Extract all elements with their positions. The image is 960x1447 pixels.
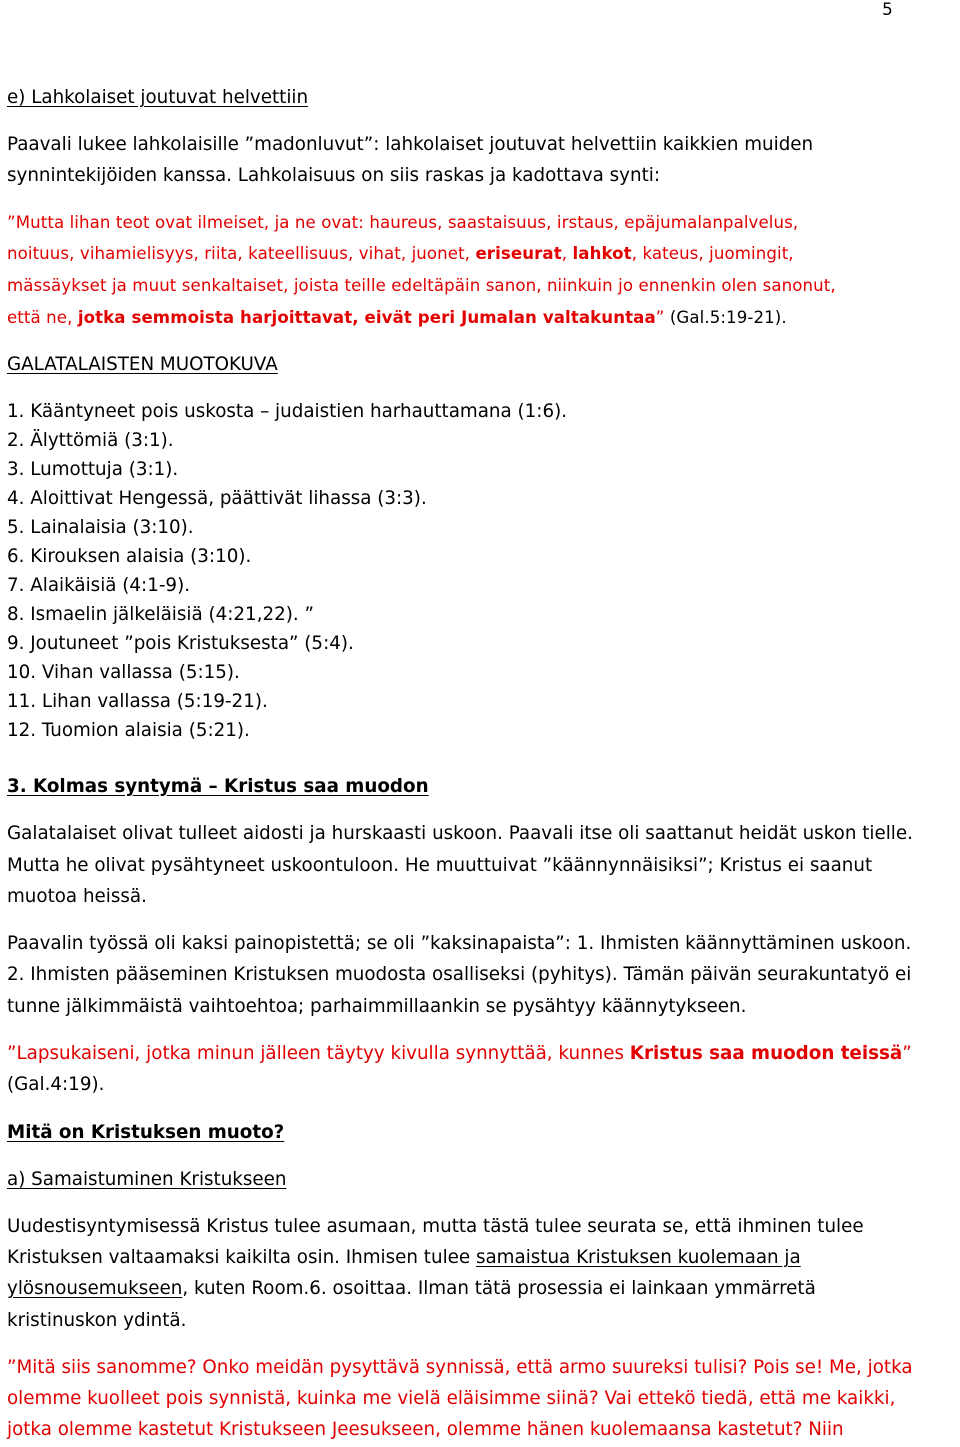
- citation: (Gal.5:19-21).: [664, 308, 787, 327]
- quote-text: , kateus, juomingit,: [631, 244, 794, 263]
- portrait-heading: GALATALAISTEN MUOTOKUVA: [7, 354, 278, 375]
- quote-bold-text: Kristus saa muodon teissä: [629, 1043, 903, 1064]
- question-heading: Mitä on Kristuksen muoto?: [7, 1122, 285, 1143]
- citation: (Gal.4:19).: [7, 1074, 105, 1095]
- quote-line: mässäykset ja muut senkaltaiset, joista teille edeltäpäin sanon, niinkuin jo ennenkin olen sanonut,: [7, 276, 836, 295]
- list-item: 6. Kirouksen alaisia (3:10).: [7, 546, 252, 567]
- section-3-heading: 3. Kolmas syntymä – Kristus saa muodon: [7, 776, 429, 797]
- list-item: 7. Alaikäisiä (4:1-9).: [7, 575, 191, 596]
- paragraph-text: Kristuksen valtaamaksi kaikilta osin. Ihmisen tulee: [7, 1247, 476, 1268]
- quote-text: ”: [655, 308, 665, 327]
- section-e-heading: e) Lahkolaiset joutuvat helvettiin: [7, 87, 309, 108]
- paragraph-line: synnintekijöiden kanssa. Lahkolaisuus on siis raskas ja kadottava synti:: [7, 165, 660, 186]
- quote-text: ”: [902, 1043, 912, 1064]
- paragraph-text: , kuten Room.6. osoittaa. Ilman tätä prosessia ei lainkaan ymmärretä: [182, 1278, 816, 1299]
- paragraph-line: [7, 1277, 816, 1301]
- quote-bold-text: eriseurat: [475, 244, 562, 263]
- paragraph-line: Galatalaiset olivat tulleet aidosti ja hurskaasti uskoon. Paavali itse oli saattanut heidät uskon tielle.: [7, 823, 913, 844]
- quote-text: ”Lapsukaiseni, jotka minun jälleen täytyy kivulla synnyttää, kunnes: [7, 1043, 630, 1064]
- quote-text: että ne,: [7, 308, 78, 327]
- paragraph-line: Paavalin työssä oli kaksi painopistettä; se oli ”kaksinapaista”: 1. Ihmisten käännyttäminen uskoon.: [7, 933, 912, 954]
- list-item: 12. Tuomion alaisia (5:21).: [7, 720, 250, 741]
- paragraph-line: muotoa heissä.: [7, 886, 147, 907]
- list-item: 3. Lumottuja (3:1).: [7, 459, 179, 480]
- section-a-heading: a) Samaistuminen Kristukseen: [7, 1169, 287, 1190]
- paragraph-line: Uudestisyntymisessä Kristus tulee asumaan, mutta tästä tulee seurata se, että ihminen tulee: [7, 1216, 864, 1237]
- quote-bold-text: lahkot: [572, 244, 632, 263]
- paragraph-line: Mutta he olivat pysähtyneet uskoontuloon. He muuttuivat ”käännynnäisiksi”; Kristus ei saanut: [7, 855, 873, 876]
- quote-line: olemme kuolleet pois synnistä, kuinka me vielä eläisimme siinä? Vai ettekö tiedä, että me kaikki,: [7, 1388, 896, 1409]
- list-item: 11. Lihan vallassa (5:19-21).: [7, 691, 268, 712]
- quote-bold-text: jotka semmoista harjoittavat, eivät peri Jumalan valtakuntaa: [77, 308, 656, 327]
- quote-line: [7, 1042, 912, 1066]
- paragraph-line: Paavali lukee lahkolaisille ”madonluvut”: lahkolaiset joutuvat helvettiin kaikkien muiden: [7, 134, 814, 155]
- quote-text: ,: [561, 244, 573, 263]
- paragraph-line: [7, 1246, 801, 1270]
- underlined-text: samaistua Kristuksen kuolemaan ja: [475, 1247, 801, 1268]
- paragraph-line: 2. Ihmisten pääseminen Kristuksen muodosta osalliseksi (pyhitys). Tämän päivän seurakuntatyö ei: [7, 964, 912, 985]
- paragraph-line: kristinuskon ydintä.: [7, 1310, 187, 1331]
- quote-line: [7, 306, 787, 330]
- list-item: 4. Aloittivat Hengessä, päättivät lihassa (3:3).: [7, 488, 427, 509]
- quote-text: noituus, vihamielisyys, riita, kateellisuus, vihat, juonet,: [7, 244, 476, 263]
- list-item: 2. Älyttömiä (3:1).: [7, 430, 174, 451]
- page-number: 5: [882, 0, 893, 20]
- quote-line: ”Mutta lihan teot ovat ilmeiset, ja ne ovat: haureus, saastaisuus, irstaus, epäjumalanpalvelus,: [7, 213, 799, 232]
- list-item: 8. Ismaelin jälkeläisiä (4:21,22). ”: [7, 604, 314, 625]
- list-item: 5. Lainalaisia (3:10).: [7, 517, 194, 538]
- quote-line: ”Mitä siis sanomme? Onko meidän pysyttävä synnissä, että armo suureksi tulisi? Pois se! Me, jotka: [7, 1357, 913, 1378]
- quote-line: [7, 242, 794, 266]
- list-item: 1. Kääntyneet pois uskosta – judaistien harhauttamana (1:6).: [7, 401, 568, 422]
- paragraph-line: tunne jälkimmäistä vaihtoehtoa; parhaimmillaankin se pysähtyy käännytykseen.: [7, 996, 747, 1017]
- list-item: 9. Joutuneet ”pois Kristuksesta” (5:4).: [7, 633, 354, 654]
- underlined-text: ylösnousemukseen: [7, 1278, 183, 1299]
- quote-line: jotka olemme kastetut Kristukseen Jeesukseen, olemme hänen kuolemaansa kastetut? Niin: [7, 1419, 844, 1440]
- list-item: 10. Vihan vallassa (5:15).: [7, 662, 240, 683]
